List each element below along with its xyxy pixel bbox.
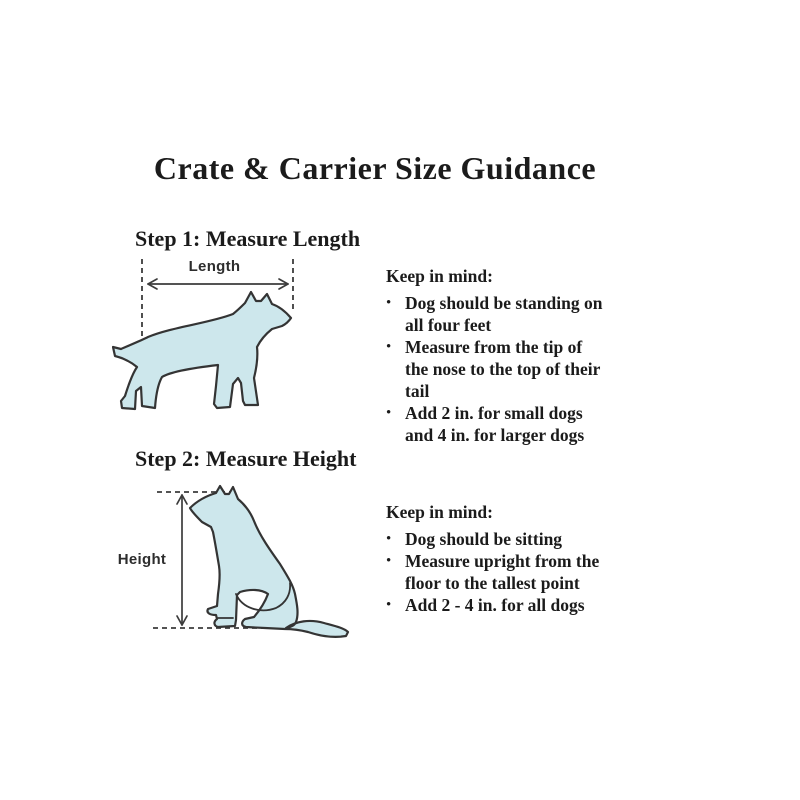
step1-heading: Step 1: Measure Length xyxy=(135,226,361,251)
step2-notes xyxy=(386,501,651,616)
bullet-line: tail xyxy=(405,381,430,401)
sitting-dog-illustration xyxy=(190,486,348,637)
step2-notes-title: Keep in mind: xyxy=(386,502,493,522)
bullet-dot: • xyxy=(386,405,392,421)
bullet-dot: • xyxy=(386,295,392,311)
length-diagram-svg xyxy=(112,255,317,430)
height-label: Height xyxy=(117,551,167,568)
bullet-item xyxy=(386,292,651,336)
bullet-item xyxy=(386,594,651,616)
bullet-line: Measure upright from the xyxy=(405,551,600,571)
bullet-dot: • xyxy=(386,553,392,569)
length-diagram xyxy=(112,255,317,430)
bullet-line: all four feet xyxy=(405,315,492,335)
step2-heading: Step 2: Measure Height xyxy=(135,446,357,471)
standing-dog-illustration xyxy=(113,292,291,409)
bullet-line: Add 2 in. for small dogs xyxy=(405,403,583,423)
bullet-line: Add 2 - 4 in. for all dogs xyxy=(405,595,585,615)
bullet-dot: • xyxy=(386,597,392,613)
bullet-item xyxy=(386,550,651,594)
bullet-dot: • xyxy=(386,531,392,547)
bullet-line: Dog should be standing on xyxy=(405,293,603,313)
height-arrow-icon xyxy=(177,495,187,625)
bullet-line: Measure from the tip of xyxy=(405,337,583,357)
bullet-line: Dog should be sitting xyxy=(405,529,563,549)
bullet-item xyxy=(386,402,651,446)
length-label: Length xyxy=(188,258,241,275)
step1-bullet-list xyxy=(386,292,651,446)
bullet-line: and 4 in. for larger dogs xyxy=(405,425,585,445)
bullet-line: the nose to the top of their xyxy=(405,359,601,379)
page-title: Crate & Carrier Size Guidance xyxy=(153,150,597,186)
bullet-item xyxy=(386,336,651,402)
height-diagram-svg xyxy=(150,482,365,642)
bullet-line: floor to the tallest point xyxy=(405,573,580,593)
step1-notes xyxy=(386,265,651,446)
height-diagram xyxy=(150,482,365,642)
step2-bullet-list xyxy=(386,528,651,616)
bullet-dot: • xyxy=(386,339,392,355)
bullet-item xyxy=(386,528,651,550)
length-arrow-icon xyxy=(148,279,288,289)
step1-notes-title: Keep in mind: xyxy=(386,266,493,286)
